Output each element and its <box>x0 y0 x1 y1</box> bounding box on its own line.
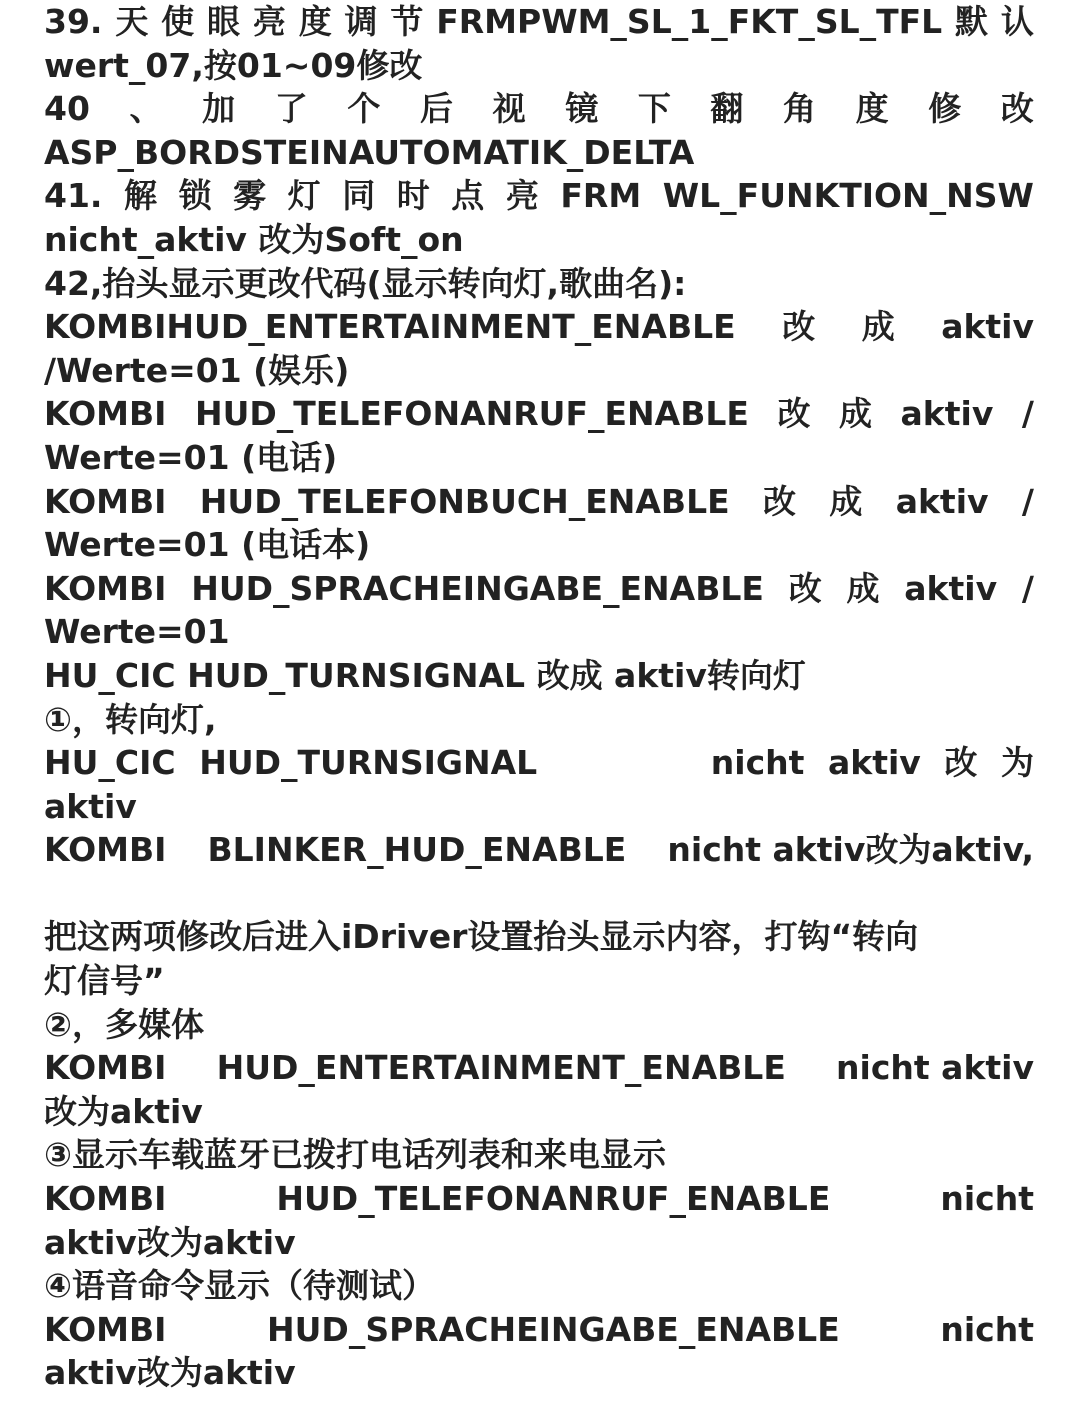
cjk-char: 亮 <box>505 176 539 216</box>
hud-turnsignal-line: HU_CIC HUD_TURNSIGNAL 改成 aktiv转向灯 <box>44 655 806 695</box>
code-name: KOMBI <box>44 1309 167 1349</box>
value-text: nicht <box>940 1179 1034 1219</box>
slash-text: / <box>1021 481 1034 521</box>
value-text: aktiv <box>904 568 998 608</box>
hud-telefonanruf-value: Werte=01 (电话) <box>44 437 338 477</box>
value-text: aktiv <box>827 743 921 783</box>
cjk-char: 改 <box>777 394 811 434</box>
cjk-char: 雾 <box>233 176 267 216</box>
cjk-char: 亮 <box>252 2 286 41</box>
step-3-heading: ③显示车载蓝牙已拨打电话列表和来电显示 <box>44 1135 666 1175</box>
hud-entertainment-line <box>44 305 1034 349</box>
idriver-instruction-cont: 灯信号” <box>44 961 165 1001</box>
cjk-char: 角 <box>783 89 817 129</box>
turnsignal-change-value: aktiv <box>44 786 137 826</box>
item-number: 40 <box>44 89 90 129</box>
cjk-char: 改 <box>763 481 796 521</box>
cjk-char: 成 <box>829 481 863 521</box>
cjk-char: 视 <box>492 89 526 129</box>
slash-text: / <box>1021 568 1034 608</box>
code-name: HUD_SPRACHEINGABE_ENABLE <box>191 568 764 608</box>
cjk-char: 加 <box>202 89 236 129</box>
cjk-char: 成 <box>846 568 880 608</box>
cjk-char: 成 <box>839 394 872 434</box>
line-40-code: ASP_BORDSTEINAUTOMATIK_DELTA <box>44 132 695 172</box>
cjk-char: 改 <box>782 307 816 347</box>
cjk-char: 默 <box>955 2 989 41</box>
code-name: KOMBI <box>44 1048 167 1088</box>
cjk-char: 改 <box>1000 89 1034 129</box>
code-name: HUD_TELEFONBUCH_ENABLE <box>199 481 730 521</box>
step-2-heading: ②，多媒体 <box>44 1004 204 1044</box>
cjk-char: 锁 <box>178 176 212 216</box>
code-name: KOMBI <box>44 568 167 608</box>
line-41-value: nicht_aktiv 改为Soft_on <box>44 219 464 259</box>
hud-spracheingabe-value: Werte=01 <box>44 612 230 652</box>
code-name: BLINKER_HUD_ENABLE <box>207 830 627 870</box>
spracheingabe-change-line <box>44 1308 1034 1352</box>
hud-telefonbuch-value: Werte=01 (电话本) <box>44 525 371 565</box>
cjk-char: 度 <box>855 89 889 129</box>
code-name: FRM <box>560 176 642 216</box>
step-4-heading: ④语音命令显示（待测试） <box>44 1266 435 1306</box>
code-name: KOMBIHUD_ENTERTAINMENT_ENABLE <box>44 307 736 347</box>
cjk-char: 调 <box>344 2 378 41</box>
item-number: 39. <box>44 2 103 41</box>
line-41-title <box>44 174 1034 218</box>
entertainment-change-value: 改为aktiv <box>44 1091 203 1131</box>
cjk-char: 灯 <box>287 176 321 216</box>
cjk-char: 认 <box>1000 2 1034 41</box>
cjk-char: 点 <box>451 176 485 216</box>
cjk-char: 度 <box>298 2 332 41</box>
cjk-char: 使 <box>161 2 195 41</box>
slash-text: / <box>1021 394 1034 434</box>
blinker-hud-line <box>44 828 1034 872</box>
cjk-char: 翻 <box>710 89 744 129</box>
cjk-char: 改 <box>944 743 978 783</box>
cjk-char: 了 <box>274 89 308 129</box>
code-name: KOMBI <box>44 481 167 521</box>
cjk-char: 解 <box>124 176 158 216</box>
line-39-title <box>44 0 1034 44</box>
cjk-char: 后 <box>419 89 453 129</box>
cjk-char: 改 <box>788 568 822 608</box>
code-name: HUD_TELEFONANRUF_ENABLE <box>194 394 749 434</box>
code-name: KOMBI <box>44 830 167 870</box>
blank-line <box>44 872 1034 916</box>
cjk-char: 天 <box>115 2 149 41</box>
value-text: aktiv <box>895 481 989 521</box>
cjk-char: 节 <box>390 2 424 41</box>
value-text: nicht aktiv <box>836 1048 1034 1088</box>
hud-telefonanruf-line <box>44 392 1034 436</box>
entertainment-change-line <box>44 1046 1034 1090</box>
hud-spracheingabe-line <box>44 567 1034 611</box>
code-name: HUD_TURNSIGNAL <box>199 743 538 783</box>
line-40-title <box>44 87 1034 131</box>
cjk-char: 、 <box>129 89 163 129</box>
code-name: FRMPWM_SL_1_FKT_SL_TFL <box>436 2 943 41</box>
code-name: HUD_SPRACHEINGABE_ENABLE <box>267 1309 840 1349</box>
idriver-instruction: 把这两项修改后进入iDriver设置抬头显示内容，打钩“转向 <box>44 917 919 957</box>
turnsignal-change-line <box>44 741 1034 785</box>
spracheingabe-change-value: aktiv改为aktiv <box>44 1353 296 1393</box>
code-name: HUD_ENTERTAINMENT_ENABLE <box>216 1048 786 1088</box>
hud-telefonbuch-line <box>44 480 1034 524</box>
value-text: aktiv <box>900 394 994 434</box>
cjk-char: 个 <box>347 89 381 129</box>
hud-entertainment-value: /Werte=01 (娱乐) <box>44 350 350 390</box>
cjk-char: 眼 <box>207 2 240 41</box>
code-name: KOMBI <box>44 394 167 434</box>
telefonanruf-change-line <box>44 1177 1034 1221</box>
step-1-heading: ①，转向灯, <box>44 699 217 739</box>
line-39-value: wert_07,按01~09修改 <box>44 45 423 85</box>
cjk-char: 修 <box>928 89 962 129</box>
value-text: aktiv <box>941 307 1034 347</box>
telefonanruf-change-value: aktiv改为aktiv <box>44 1222 296 1262</box>
code-name: WL_FUNKTION_NSW <box>662 176 1034 216</box>
cjk-char: 为 <box>1000 743 1034 783</box>
code-name: KOMBI <box>44 1179 167 1219</box>
cjk-char: 成 <box>861 307 895 347</box>
code-name: HU_CIC <box>44 743 176 783</box>
cjk-char: 时 <box>396 176 430 216</box>
cjk-char: 同 <box>342 176 376 216</box>
code-name: HUD_TELEFONANRUF_ENABLE <box>276 1179 831 1219</box>
document-page <box>44 0 1034 1395</box>
line-42-title: 42,抬头显示更改代码(显示转向灯,歌曲名): <box>44 263 687 303</box>
value-text: nicht <box>710 743 805 783</box>
cjk-char: 镜 <box>565 89 599 129</box>
value-text: nicht <box>940 1309 1034 1349</box>
item-number: 41. <box>44 176 103 216</box>
value-text: nicht aktiv改为aktiv, <box>667 830 1034 870</box>
cjk-char: 下 <box>637 89 671 129</box>
